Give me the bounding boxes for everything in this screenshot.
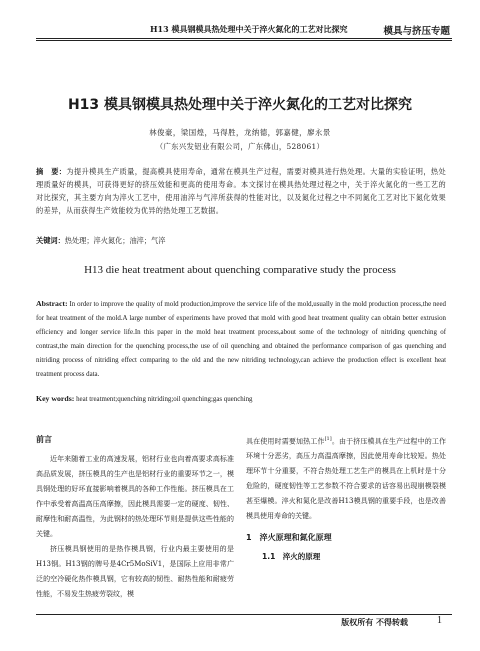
abstract-text-en: In order to improve the quality of mold production,improve the service life of the mold,usually in the mold production process,the need for heat treatment of the mold.A large number of experiments have proved that mold with good heat treatment quality can obtain better extrusion efficiency and longer service life.In this paper in the mold heat treatment process,about some of the technology of nitriding quenching of contrast,the main direction for the quenching process,the use of oil quenching and obtained the performance comparison of gas quenching and nitriding process of nitriding effect comparing to the old and the new nitriding technology,can achieve the production effect is excellent heat treatment process data. [36, 301, 446, 378]
abstract-en [36, 297, 446, 382]
abstract-cn [36, 165, 446, 217]
keywords-text-en: heat treatment;quenching nitriding;oil quenching;gas quenching [74, 396, 253, 403]
affiliation: （广东兴发铝业有限公司，广东佛山，528061） [155, 142, 325, 151]
body-column-right [246, 432, 446, 564]
keywords-text-cn: 热处理；淬火氮化；油淬；气淬 [64, 236, 166, 245]
article-title-cn: H13 模具钢模具热处理中关于淬火氮化的工艺对比探究 [67, 97, 413, 113]
subsection-heading: 1.1 淬火的原理 [262, 552, 321, 562]
abstract-label-cn: 摘 要： [36, 167, 67, 176]
body-paragraph-text: 具在使用时需要加热工作 [246, 437, 325, 446]
journal-section-name: 模具与挤压专题 [383, 26, 450, 37]
body-paragraph: 近年来随着工业的高速发展，铝材行业也向着高要求高标准高品质发展，挤压模具的生产也是铝材行业的重要环节之一，模具钢处理的好坏直接影响着模具的各种工作性能。挤压模具在工作中承受着高温高压高摩擦，因此模具需要一定的硬度、韧性、耐摩性和耐高温性，为此钢材的热处理环节则是提供这些性能的关键。 [36, 455, 234, 538]
keywords-label-en: Key words: [36, 394, 75, 403]
body-column-left [36, 432, 234, 602]
body-paragraph: 挤压模具钢使用的是热作模具钢，行业内最主要使用的是H13钢。H13钢的牌号是4Cr5MoSiV1，是国际上应用非常广泛的空冷硬化热作模具钢，它有较高的韧性、耐热性能和耐疲劳性能，不易发生热疲劳裂纹，模 [36, 545, 234, 598]
article-title-en: H13 die heat treatment about quenching comparative study the process [84, 264, 396, 276]
body-paragraph-text: 。由于挤压模具在生产过程中的工作环境十分恶劣，高压力高温高摩擦，因此使用寿命比较短。热处理环节十分重要，不符合热处理工艺生产的模具在上机时是十分危险的，硬度韧性等工艺参数不符合要求的话容易出现崩模裂模甚至爆模。淬火和氮化是改善H13模具钢的重要手段，也是改善模具使用寿命的关键。 [246, 437, 447, 521]
section-heading: 1 淬火原理和氮化原理 [246, 533, 332, 543]
author-list: 林俊豪，梁国煌，马得胜，龙纳德，郭嘉健，廖永景 [149, 128, 331, 137]
footer-rule [36, 614, 452, 615]
citation-ref: [1] [324, 436, 332, 442]
keywords-en [36, 394, 446, 403]
abstract-text-cn: 为提升模具生产质量，提高模具使用寿命，通常在模具生产过程，需要对模具进行热处理。大量的实验证明，热处理质量好的模具，可获得更好的挤压效能和更高的使用寿命。本文探讨在模具热处理过程之中，关于淬火氮化的一些工艺的对比探究，其主要方向为淬火工艺中，使用油淬与气淬所获得的性能对比，以及氮化过程之中不同氮化工艺对比下氮化效果的差异，从而获得生产效能较为优异的热处理工艺数据。 [36, 167, 446, 215]
running-title: H13 模具钢模具热处理中关于淬火氮化的工艺对比探究 [150, 24, 348, 34]
header-rule-top [36, 38, 452, 39]
preface-heading: 前言 [36, 435, 52, 444]
abstract-label-en: Abstract: [36, 299, 68, 308]
keywords-cn [36, 236, 446, 246]
copyright-notice: 版权所有 不得转载 [341, 617, 408, 627]
keywords-label-cn: 关键词： [36, 236, 65, 245]
page-number: 1 [437, 615, 442, 626]
body-paragraph [246, 432, 446, 524]
header-rule-bottom [36, 40, 452, 41]
